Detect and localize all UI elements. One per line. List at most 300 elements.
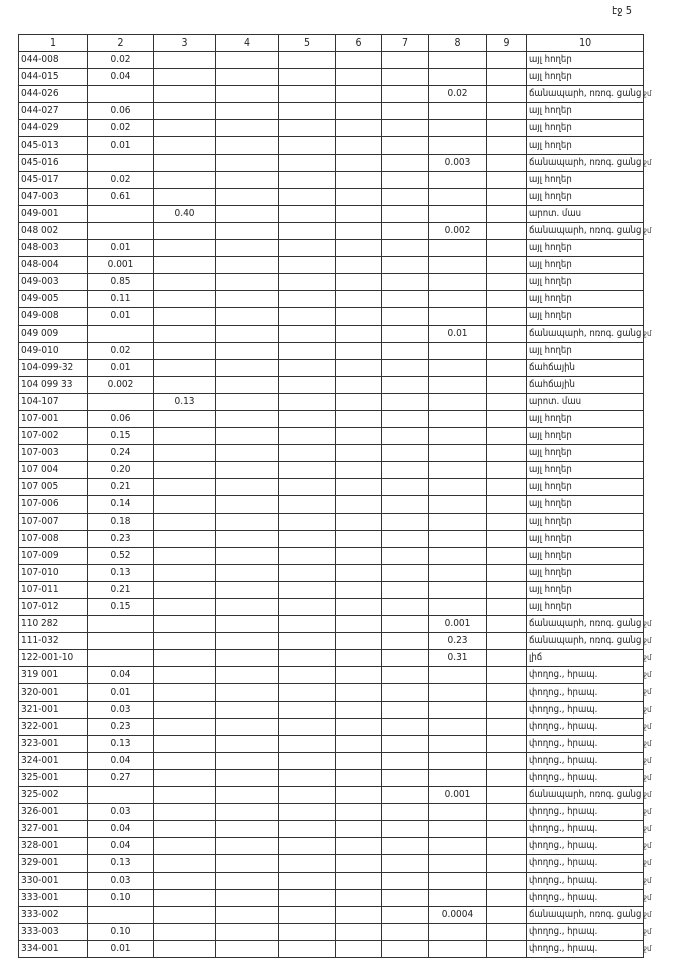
cell-empty [336, 684, 382, 701]
cell-empty [487, 940, 527, 957]
cell-text: 0.21 [110, 583, 131, 595]
cell-empty [336, 855, 382, 872]
cell-text: այլ հողեր [529, 310, 572, 322]
cell-empty [382, 718, 429, 735]
table-row [19, 633, 644, 650]
cell-text: 0.01 [110, 139, 131, 151]
cell-empty [216, 376, 279, 393]
cell-text: այլ հողեր [529, 105, 572, 117]
cell-empty [279, 240, 336, 257]
column-header-1: 1 [19, 35, 88, 52]
cell-empty [216, 479, 279, 496]
unit-suffix: ջմ [643, 328, 652, 338]
cell-text: 0.11 [110, 293, 131, 305]
cell-c10 [527, 616, 652, 633]
cell-text: 0.002 [444, 224, 471, 236]
cell-c2 [88, 171, 154, 188]
cell-text: 049 009 [21, 327, 59, 339]
cell-empty [336, 308, 382, 325]
cell-c3 [154, 86, 216, 103]
table-row [19, 257, 644, 274]
cell-c3 [154, 137, 216, 154]
cell-c2 [88, 308, 154, 325]
cell-c10 [527, 171, 644, 188]
cell-text: 0.31 [447, 652, 468, 664]
cell-empty [279, 701, 336, 718]
table-row [19, 547, 644, 564]
cell-empty [216, 530, 279, 547]
cell-c8 [429, 769, 487, 786]
cell-c3 [154, 154, 216, 171]
cell-c8 [429, 325, 487, 342]
cell-text: 0.23 [447, 635, 468, 647]
cell-c1 [19, 86, 88, 103]
cell-c2 [88, 889, 154, 906]
cell-text: 0.04 [110, 754, 131, 766]
cell-text: 0.01 [110, 242, 131, 254]
table-row [19, 325, 644, 342]
cell-empty [382, 171, 429, 188]
table-row [19, 86, 644, 103]
cell-empty [336, 650, 382, 667]
cell-text: 107-009 [21, 549, 59, 561]
cell-empty [336, 496, 382, 513]
cell-text: ճահճային [529, 361, 575, 373]
table-row [19, 393, 644, 410]
cell-text: 0.13 [174, 395, 195, 407]
cell-empty [216, 445, 279, 462]
cell-c1 [19, 804, 88, 821]
cell-empty [487, 205, 527, 222]
cell-text: արոտ. մաս [529, 395, 582, 407]
cell-empty [487, 171, 527, 188]
cell-empty [487, 667, 527, 684]
cell-empty [279, 906, 336, 923]
cell-c8 [429, 274, 487, 291]
cell-empty [382, 684, 429, 701]
table-row [19, 171, 644, 188]
cell-text: 0.003 [444, 156, 471, 168]
cell-c8 [429, 410, 487, 427]
cell-c1 [19, 359, 88, 376]
cell-c2 [88, 291, 154, 308]
unit-suffix: ջմ [643, 738, 652, 748]
cell-text: 326-001 [21, 806, 59, 818]
cell-text: 107-008 [21, 532, 59, 544]
cell-empty [279, 530, 336, 547]
cell-text: 107 005 [21, 481, 59, 493]
cell-text: 323-001 [21, 737, 59, 749]
cell-c3 [154, 787, 216, 804]
cell-empty [382, 701, 429, 718]
cell-empty [487, 52, 527, 69]
table-row [19, 599, 644, 616]
cell-c3 [154, 599, 216, 616]
cell-empty [279, 120, 336, 137]
cell-c1 [19, 291, 88, 308]
cell-c2 [88, 821, 154, 838]
cell-c1 [19, 222, 88, 239]
cell-c10 [527, 462, 644, 479]
cell-c8 [429, 872, 487, 889]
cell-empty [382, 838, 429, 855]
cell-text: այլ հողեր [529, 430, 572, 442]
cell-empty [487, 257, 527, 274]
cell-c1 [19, 52, 88, 69]
cell-c8 [429, 154, 487, 171]
cell-c2 [88, 325, 154, 342]
cell-c2 [88, 69, 154, 86]
cell-empty [382, 581, 429, 598]
cell-empty [279, 633, 336, 650]
cell-text: 0.04 [110, 669, 131, 681]
table-row [19, 581, 644, 598]
table-row [19, 667, 644, 684]
cell-text: 0.03 [110, 806, 131, 818]
cell-c10 [527, 906, 652, 923]
cell-empty [336, 838, 382, 855]
cell-c10 [527, 701, 652, 718]
cell-c8 [429, 684, 487, 701]
cell-empty [279, 257, 336, 274]
cell-c1 [19, 137, 88, 154]
cell-c2 [88, 564, 154, 581]
cell-c2 [88, 906, 154, 923]
cell-c1 [19, 120, 88, 137]
cell-empty [216, 838, 279, 855]
cell-empty [336, 804, 382, 821]
cell-c8 [429, 342, 487, 359]
cell-c10 [527, 718, 652, 735]
cell-empty [216, 906, 279, 923]
cell-c3 [154, 188, 216, 205]
cell-empty [279, 513, 336, 530]
cell-c8 [429, 530, 487, 547]
cell-c10 [527, 650, 652, 667]
cell-empty [216, 103, 279, 120]
cell-c10 [527, 684, 652, 701]
cell-text: այլ հողեր [529, 549, 572, 561]
cell-empty [336, 530, 382, 547]
cell-empty [382, 872, 429, 889]
cell-text: այլ հողեր [529, 259, 572, 271]
cell-empty [487, 821, 527, 838]
cell-c8 [429, 513, 487, 530]
cell-empty [382, 52, 429, 69]
table-row [19, 205, 644, 222]
cell-text: 122-001-10 [21, 652, 74, 664]
table-row [19, 564, 644, 581]
page-number: էջ 5 [612, 4, 633, 17]
cell-c2 [88, 103, 154, 120]
cell-text: այլ հողեր [529, 276, 572, 288]
cell-empty [336, 821, 382, 838]
cell-text: 0.13 [110, 737, 131, 749]
cell-c2 [88, 513, 154, 530]
unit-suffix: ջմ [643, 619, 652, 629]
cell-empty [216, 633, 279, 650]
cell-c1 [19, 581, 88, 598]
cell-c1 [19, 445, 88, 462]
cell-empty [336, 52, 382, 69]
cell-empty [216, 69, 279, 86]
cell-c2 [88, 701, 154, 718]
cell-c8 [429, 171, 487, 188]
cell-text: 044-015 [21, 71, 59, 83]
cell-c8 [429, 257, 487, 274]
cell-text: 324-001 [21, 754, 59, 766]
cell-text: 0.20 [110, 464, 131, 476]
cell-c8 [429, 787, 487, 804]
cell-text: 0.02 [110, 122, 131, 134]
cell-text: փողոց., հրապ. [529, 857, 598, 869]
cell-empty [216, 188, 279, 205]
cell-c3 [154, 103, 216, 120]
cell-c3 [154, 410, 216, 427]
cell-c10 [527, 257, 644, 274]
cell-empty [216, 342, 279, 359]
cell-empty [279, 69, 336, 86]
cell-empty [487, 889, 527, 906]
cell-text: 334-001 [21, 942, 59, 954]
cell-text: ճանապարհ, ոռոգ. ցանց [529, 327, 642, 339]
cell-empty [487, 599, 527, 616]
cell-empty [216, 240, 279, 257]
unit-suffix: ջմ [643, 892, 652, 902]
cell-text: 321-001 [21, 703, 59, 715]
cell-c10 [527, 376, 644, 393]
cell-text: ճանապարհ, ոռոգ. ցանց [529, 618, 642, 630]
cell-c1 [19, 940, 88, 957]
cell-empty [382, 889, 429, 906]
cell-c8 [429, 701, 487, 718]
cell-text: 330-001 [21, 874, 59, 886]
cell-text: 0.001 [444, 618, 471, 630]
cell-c8 [429, 308, 487, 325]
cell-c10 [527, 342, 644, 359]
cell-empty [487, 616, 527, 633]
unit-suffix: ջմ [643, 704, 652, 714]
cell-c1 [19, 684, 88, 701]
cell-empty [216, 86, 279, 103]
cell-empty [216, 787, 279, 804]
cell-c8 [429, 667, 487, 684]
cell-c2 [88, 650, 154, 667]
cell-c8 [429, 69, 487, 86]
cell-text: 107-012 [21, 601, 59, 613]
cell-text: 0.03 [110, 874, 131, 886]
cell-c2 [88, 137, 154, 154]
cell-empty [336, 701, 382, 718]
cell-empty [487, 274, 527, 291]
cell-empty [279, 462, 336, 479]
cell-empty [216, 940, 279, 957]
cell-empty [279, 154, 336, 171]
cell-text: 0.02 [447, 88, 468, 100]
cell-c1 [19, 752, 88, 769]
cell-c3 [154, 462, 216, 479]
cell-empty [382, 564, 429, 581]
cell-c2 [88, 752, 154, 769]
cell-c10 [527, 325, 652, 342]
cell-empty [216, 257, 279, 274]
cell-c3 [154, 291, 216, 308]
cell-empty [382, 359, 429, 376]
cell-text: 047-003 [21, 190, 59, 202]
cell-c3 [154, 52, 216, 69]
cell-empty [336, 376, 382, 393]
table-row [19, 222, 644, 239]
cell-c10 [527, 667, 652, 684]
cell-empty [216, 52, 279, 69]
cell-text: 111-032 [21, 635, 59, 647]
unit-suffix: ջմ [643, 157, 652, 167]
cell-empty [487, 479, 527, 496]
cell-empty [336, 291, 382, 308]
cell-c3 [154, 855, 216, 872]
cell-c2 [88, 547, 154, 564]
cell-text: այլ հողեր [529, 481, 572, 493]
cell-empty [336, 257, 382, 274]
table-row [19, 889, 644, 906]
cell-empty [336, 120, 382, 137]
cell-empty [279, 684, 336, 701]
cell-empty [336, 410, 382, 427]
cell-empty [279, 838, 336, 855]
cell-empty [382, 69, 429, 86]
cell-c3 [154, 940, 216, 957]
cell-c2 [88, 257, 154, 274]
cell-c1 [19, 923, 88, 940]
cell-empty [382, 599, 429, 616]
cell-empty [487, 188, 527, 205]
cell-empty [487, 872, 527, 889]
cell-c8 [429, 462, 487, 479]
cell-empty [216, 889, 279, 906]
cell-c3 [154, 240, 216, 257]
cell-c3 [154, 547, 216, 564]
cell-c10 [527, 496, 644, 513]
cell-text: այլ հողեր [529, 190, 572, 202]
cell-text: փողոց., հրապ. [529, 771, 598, 783]
cell-c3 [154, 308, 216, 325]
cell-empty [216, 599, 279, 616]
cell-empty [487, 154, 527, 171]
cell-empty [336, 735, 382, 752]
cell-empty [279, 428, 336, 445]
column-header-10: 10 [527, 35, 644, 52]
cell-empty [216, 735, 279, 752]
cell-text: 0.02 [110, 344, 131, 356]
cell-c10 [527, 308, 644, 325]
cell-empty [216, 923, 279, 940]
cell-empty [487, 906, 527, 923]
cell-text: 0.18 [110, 515, 131, 527]
cell-text: այլ հողեր [529, 139, 572, 151]
cell-empty [279, 804, 336, 821]
table-row [19, 428, 644, 445]
cell-c1 [19, 530, 88, 547]
cell-empty [382, 821, 429, 838]
cell-empty [279, 735, 336, 752]
cell-text: 107-006 [21, 498, 59, 510]
cell-c2 [88, 428, 154, 445]
cell-empty [279, 616, 336, 633]
cell-c2 [88, 599, 154, 616]
cell-c3 [154, 342, 216, 359]
cell-c1 [19, 240, 88, 257]
cell-c1 [19, 103, 88, 120]
cell-text: 327-001 [21, 823, 59, 835]
cell-empty [216, 872, 279, 889]
cell-empty [487, 69, 527, 86]
cell-empty [382, 393, 429, 410]
cell-text: փողոց., հրապ. [529, 686, 598, 698]
cell-text: 333-003 [21, 925, 59, 937]
cell-empty [487, 103, 527, 120]
cell-text: 107-002 [21, 430, 59, 442]
cell-c8 [429, 599, 487, 616]
cell-empty [336, 599, 382, 616]
cell-empty [336, 906, 382, 923]
cell-empty [382, 445, 429, 462]
cell-empty [487, 564, 527, 581]
cell-text: փողոց., հրապ. [529, 737, 598, 749]
cell-empty [487, 838, 527, 855]
cell-empty [279, 821, 336, 838]
cell-text: ճանապարհ, ոռոգ. ցանց [529, 88, 642, 100]
table-row [19, 69, 644, 86]
column-header-3: 3 [154, 35, 216, 52]
cell-c2 [88, 769, 154, 786]
cell-empty [279, 103, 336, 120]
cell-empty [216, 462, 279, 479]
cell-empty [382, 308, 429, 325]
cell-text: 044-026 [21, 88, 59, 100]
cell-empty [336, 547, 382, 564]
cell-text: 0.06 [110, 105, 131, 117]
cell-empty [216, 616, 279, 633]
unit-suffix: ջմ [643, 926, 652, 936]
cell-text: 0.14 [110, 498, 131, 510]
cell-text: փողոց., հրապ. [529, 840, 598, 852]
cell-c10 [527, 410, 644, 427]
table-row [19, 804, 644, 821]
column-header-4: 4 [216, 35, 279, 52]
cell-c1 [19, 718, 88, 735]
cell-text: 107-010 [21, 566, 59, 578]
cell-c3 [154, 205, 216, 222]
cell-empty [279, 410, 336, 427]
cell-c10 [527, 821, 652, 838]
header-row [19, 35, 644, 52]
cell-text: 329-001 [21, 857, 59, 869]
cell-empty [336, 479, 382, 496]
cell-c3 [154, 821, 216, 838]
cell-empty [279, 342, 336, 359]
cell-c1 [19, 855, 88, 872]
cell-empty [336, 718, 382, 735]
unit-suffix: ջմ [643, 772, 652, 782]
cell-c2 [88, 923, 154, 940]
cell-text: 333-002 [21, 908, 59, 920]
cell-empty [279, 718, 336, 735]
column-header-6: 6 [336, 35, 382, 52]
cell-empty [336, 274, 382, 291]
cell-empty [336, 154, 382, 171]
cell-text: ճահճային [529, 378, 575, 390]
cell-empty [382, 940, 429, 957]
